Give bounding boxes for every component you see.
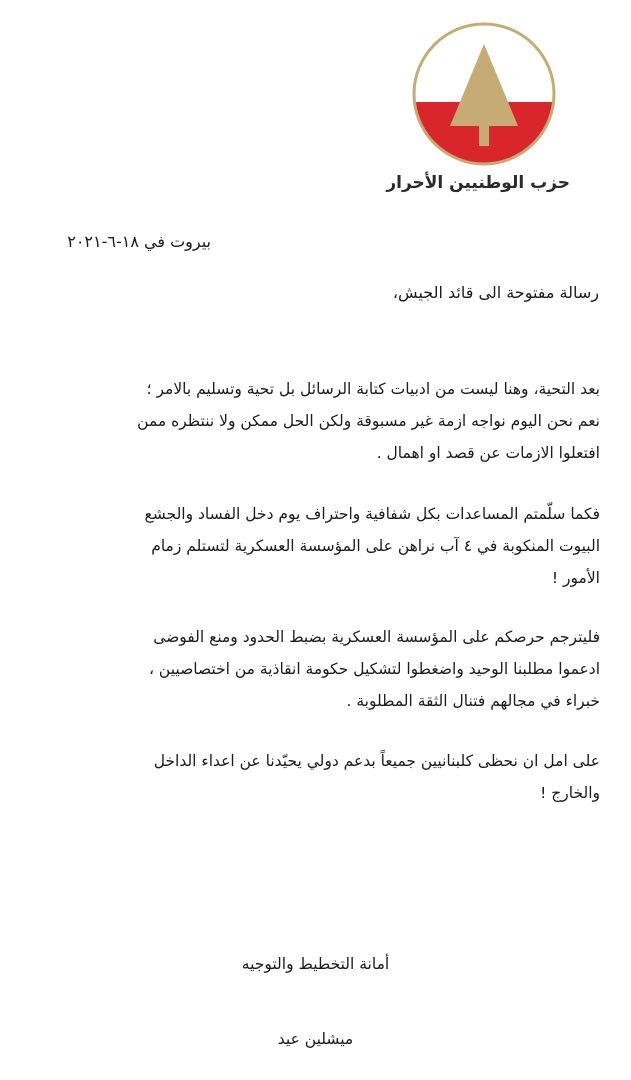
party-name: حزب الوطنيين الأحرار: [386, 173, 570, 193]
signature-name: ميشلين عيد: [277, 1030, 354, 1048]
paragraph-3-line-2: ادعموا مطلبنا الوحيد واضغطوا لتشكيل حكومة انقاذية من اختصاصيين ،: [148, 660, 600, 678]
signature-department: أمانة التخطيط والتوجيه: [241, 955, 390, 973]
paragraph-3-line-3: خبراء في مجالهم فتنال الثقة المطلوبة .: [346, 692, 600, 710]
paragraph-1-line-2: نعم نحن اليوم نواجه ازمة غير مسبوقة ولكن الحل ممكن ولا ننتظره ممن: [137, 412, 600, 430]
paragraph-4-line-1: على امل ان نحظى كلبنانيين جميعاً بدعم دولي يحيّدنا عن اعداء الداخل: [153, 752, 600, 770]
party-logo-block: [386, 18, 570, 218]
paragraph-2-line-2: البيوت المنكوبة في ٤ آب نراهن على المؤسسة العسكرية لتستلم زمام: [151, 537, 600, 555]
paragraph-1-line-1: بعد التحية، وهنا ليست من ادبيات كتابة الرسائل بل تحية وتسليم بالامر ؛: [146, 380, 600, 398]
letter-date: بيروت في ١٨-٦-٢٠٢١: [67, 232, 211, 251]
paragraph-2-line-1: فكما سلّمتم المساعدات بكل شفافية واحتراف يوم دخل الفساد والجشع: [144, 505, 600, 523]
paragraph-2-line-3: الأمور !: [551, 569, 600, 587]
paragraph-4-line-2: والخارج !: [540, 784, 600, 802]
cedar-logo-icon: [408, 18, 560, 170]
paragraph-3-line-1: فليترجم حرصكم على المؤسسة العسكرية بضبط الحدود ومنع الفوضى: [153, 628, 600, 646]
letter-salutation: رسالة مفتوحة الى قائد الجيش،: [392, 283, 599, 302]
paragraph-1-line-3: افتعلوا الازمات عن قصد او اهمال .: [376, 444, 600, 462]
